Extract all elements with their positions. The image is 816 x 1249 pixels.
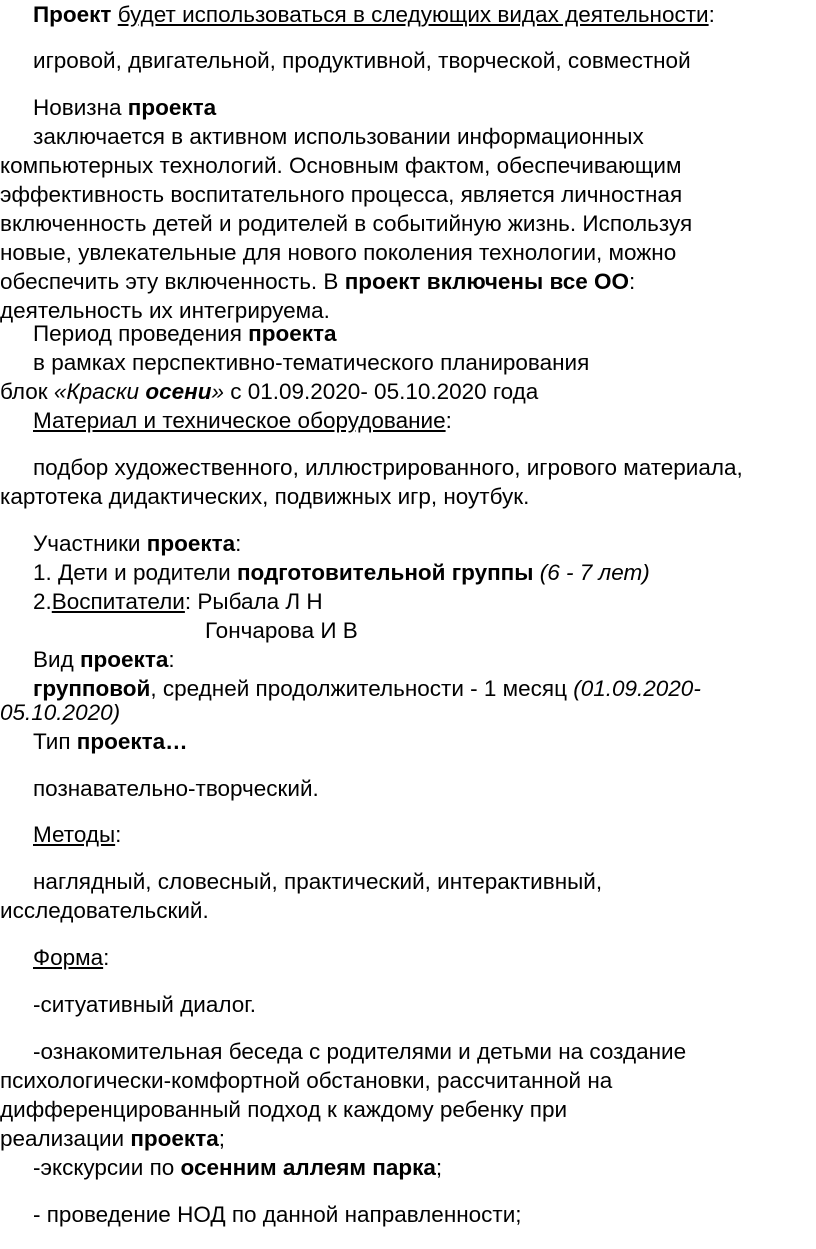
methods-line-2: исследовательский.: [0, 898, 209, 923]
usage-title-underlined: будет использоваться в следующих видах деятельности: [117, 2, 709, 27]
novelty-line-2: компьютерных технологий. Основным фактом, обеспечивающим: [0, 153, 682, 178]
form-item3-plain: -экскурсии по: [33, 1155, 181, 1180]
form-item-2-line-3: дифференцированный подход к каждому ребенку при: [0, 1097, 568, 1122]
form-heading-text: Форма: [33, 945, 104, 970]
usage-heading: [33, 0, 715, 30]
period-heading-bold: проекта: [248, 321, 337, 346]
participants-item-2-second: Гончарова И В: [205, 618, 358, 643]
novelty-heading-bold: проекта: [127, 95, 217, 120]
form-item-3: [33, 1153, 442, 1183]
participants-item-1: [33, 558, 650, 588]
novelty-line-1: заключается в активном использовании информационных: [33, 124, 644, 149]
kind-value-line-2: 05.10.2020): [0, 700, 121, 725]
novelty-last-bold: проект включены все ОО: [344, 269, 630, 294]
form-item2-last-end: ;: [218, 1126, 225, 1151]
type-heading-bold: проекта…: [76, 729, 188, 754]
type-heading-plain: Тип: [33, 729, 77, 754]
methods-heading-text: Методы: [33, 822, 116, 847]
period-heading-plain: Период проведения: [33, 321, 249, 346]
form-item-2-line-2: психологически-комфортной обстановки, рассчитанной на: [0, 1068, 613, 1093]
kind-heading-plain: Вид: [33, 647, 80, 672]
period-line2-bold-italic: осени: [145, 379, 212, 404]
form-item2-last-plain: реализации: [0, 1126, 131, 1151]
novelty-line-4: включенность детей и родителей в событийную жизнь. Используя: [0, 211, 693, 236]
kind-value-plain: , средней продолжительности - 1 месяц: [150, 676, 574, 701]
methods-colon: :: [115, 822, 122, 847]
novelty-heading-plain: Новизна: [33, 95, 128, 120]
form-item2-last-bold: проекта: [130, 1126, 219, 1151]
novelty-heading: [33, 93, 216, 123]
period-line2-italic: «Краски: [53, 379, 146, 404]
participants-item2-underlined: Воспитатели: [51, 589, 185, 614]
materials-line-1: подбор художественного, иллюстрированного, игрового материала,: [33, 455, 743, 480]
methods-line-1: наглядный, словесный, практический, интерактивный,: [33, 869, 603, 894]
form-heading: [33, 943, 109, 973]
kind-value: [33, 674, 701, 704]
kind-value-bold: групповой: [33, 676, 151, 701]
usage-colon: :: [708, 2, 715, 27]
period-line2-italic-end: »: [211, 379, 224, 404]
kind-value-italic: (01.09.2020-: [573, 676, 701, 701]
usage-value: игровой, двигательной, продуктивной, творческой, совместной: [33, 48, 691, 73]
participants-heading: [33, 529, 241, 559]
participants-item1-plain: 1. Дети и родители: [33, 560, 237, 585]
methods-heading: [33, 820, 121, 850]
form-item3-bold: осенним аллеям парка: [180, 1155, 436, 1180]
kind-heading: [33, 645, 175, 675]
form-colon: :: [103, 945, 110, 970]
materials-heading-text: Материал и техническое оборудование: [33, 408, 446, 433]
novelty-line-3: эффективность воспитательного процесса, является личностная: [0, 182, 683, 207]
novelty-last-end: :: [629, 269, 636, 294]
novelty-line-6: [0, 267, 635, 297]
participants-colon: :: [235, 531, 242, 556]
participants-item2-prefix: 2.: [33, 589, 52, 614]
novelty-line-5: новые, увлекательные для нового поколения технологии, можно: [0, 240, 677, 265]
novelty-last-plain: обеспечить эту включенность. В: [0, 269, 345, 294]
kind-colon: :: [168, 647, 175, 672]
form-item-1: -ситуативный диалог.: [33, 992, 256, 1017]
period-line-2: [0, 377, 538, 407]
kind-heading-bold: проекта: [79, 647, 169, 672]
period-line2-rest: с 01.09.2020- 05.10.2020 года: [223, 379, 539, 404]
materials-colon: :: [445, 408, 452, 433]
usage-title-bold: Проект: [33, 2, 112, 27]
participants-heading-bold: проекта: [146, 531, 236, 556]
materials-line-2: картотека дидактических, подвижных игр, ноутбук.: [0, 484, 530, 509]
period-line2-prefix: блок: [0, 379, 54, 404]
type-heading: [33, 727, 188, 757]
form-item3-end: ;: [435, 1155, 443, 1180]
period-line-1: в рамках перспективно-тематического планирования: [33, 350, 590, 375]
form-item-2-line-1: -ознакомительная беседа с родителями и детьми на создание: [33, 1039, 687, 1064]
period-heading: [33, 319, 337, 349]
participants-item1-italic: (6 - 7 лет): [533, 560, 650, 585]
form-item-4: - проведение НОД по данной направленности;: [33, 1202, 522, 1227]
materials-heading: [33, 406, 452, 436]
type-value: познавательно-творческий.: [33, 776, 319, 801]
participants-heading-plain: Участники: [33, 531, 147, 556]
form-item-2-line-4: [0, 1124, 225, 1154]
participants-item-2: [33, 587, 323, 617]
novelty-final-line: деятельность их интегрируема.: [0, 298, 330, 323]
participants-item1-bold: подготовительной группы: [236, 560, 534, 585]
participants-item2-rest: : Рыбала Л Н: [184, 589, 323, 614]
